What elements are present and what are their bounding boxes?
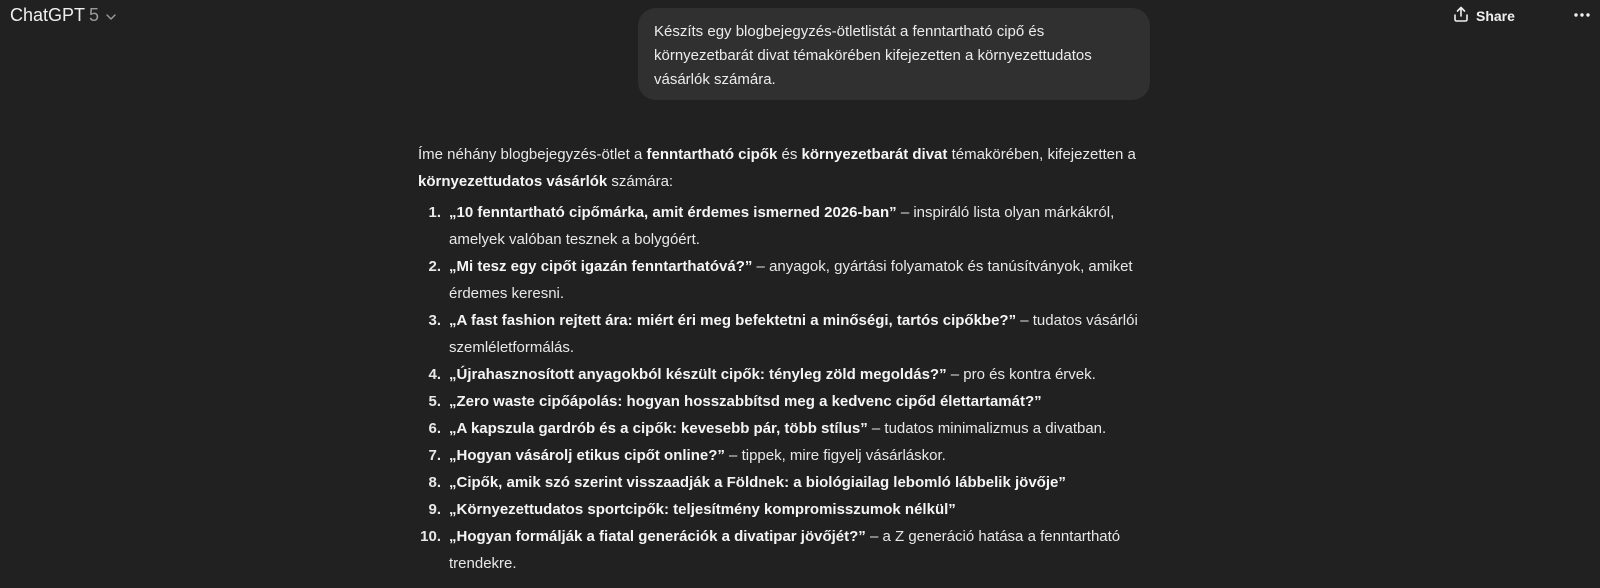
item-title: „Hogyan vásárolj etikus cipőt online?” [449,447,725,464]
item-desc: – anyagok, gyártási folyamatok és tanúsítványok, amiket érdemes keresni. [449,258,1133,302]
intro-text: Íme néhány blogbejegyzés-ötlet a [418,146,647,163]
list-item [418,199,1158,253]
assistant-message [418,141,1158,577]
item-desc: – tudatos vásárlói szemléletformálás. [449,312,1138,356]
item-title: „Környezettudatos sportcipők: teljesítmény kompromisszumok nélkül” [449,501,956,518]
item-title: „A fast fashion rejtett ára: miért éri meg befektetni a minőségi, tartós cipőkbe?” [449,312,1017,329]
item-number: 9. [428,501,441,518]
intro-bold: környezetbarát divat [801,146,948,163]
list-item [418,388,1158,415]
item-number: 10. [420,528,441,545]
intro-text: és [777,146,802,163]
item-title: „Hogyan formálják a fiatal generációk a divatipar jövőjét?” [449,528,866,545]
more-horizontal-icon [1573,5,1591,23]
model-selector[interactable] [10,5,117,26]
list-item [418,523,1158,577]
list-item [418,361,1158,388]
item-desc: – tudatos minimalizmus a divatban. [867,420,1107,437]
user-message-bubble [638,8,1150,100]
item-title: „A kapszula gardrób és a cipők: kevesebb pár, több stílus” [449,420,868,437]
list-item [418,307,1158,361]
model-name: ChatGPT [10,5,86,25]
item-number: 3. [428,312,441,329]
item-number: 2. [428,258,441,275]
chevron-down-icon [105,10,117,22]
list-item [418,442,1158,469]
item-number: 5. [428,393,441,410]
item-number: 6. [428,420,441,437]
list-item [418,415,1158,442]
intro-bold: környezettudatos vásárlók [418,173,608,190]
item-title: „10 fenntartható cipőmárka, amit érdemes ismerned 2026-ban” [449,204,897,221]
item-desc: – inspiráló lista olyan márkákról, amelyek valóban tesznek a bolygóért. [449,204,1115,248]
idea-list [418,199,1158,577]
item-number: 1. [428,204,441,221]
assistant-intro [418,141,1158,195]
intro-text: számára: [607,173,674,190]
share-label: Share [1476,7,1515,24]
intro-bold: fenntartható cipők [646,146,778,163]
item-number: 8. [428,474,441,491]
item-number: 7. [428,447,441,464]
item-desc: – pro és kontra érvek. [946,366,1096,383]
user-message-text: Készíts egy blogbejegyzés-ötletlistát a fenntartható cipő és környezetbarát divat témakörében kifejezetten a környezettudatos vásárlók számára. [654,23,1092,88]
item-desc: – a Z generáció hatása a fenntartható trendekre. [449,528,1121,572]
model-version: 5 [89,5,100,25]
list-item [418,253,1158,307]
item-title: „Zero waste cipőápolás: hogyan hosszabbítsd meg a kedvenc cipőd élettartamát?” [449,393,1042,410]
item-number: 4. [428,366,441,383]
intro-text: témakörében, kifejezetten a [947,146,1136,163]
item-title: „Cipők, amik szó szerint visszaadják a Földnek: a biológiailag lebomló lábbelik jövője” [449,474,1066,491]
share-icon [1452,5,1470,26]
more-options-button[interactable] [1571,4,1593,24]
item-desc: – tippek, mire figyelj vásárláskor. [724,447,946,464]
list-item [418,469,1158,496]
item-title: „Újrahasznosított anyagokból készült cipők: tényleg zöld megoldás?” [449,366,947,383]
item-title: „Mi tesz egy cipőt igazán fenntarthatóvá?” [449,258,753,275]
share-button[interactable] [1452,5,1515,26]
list-item [418,496,1158,523]
